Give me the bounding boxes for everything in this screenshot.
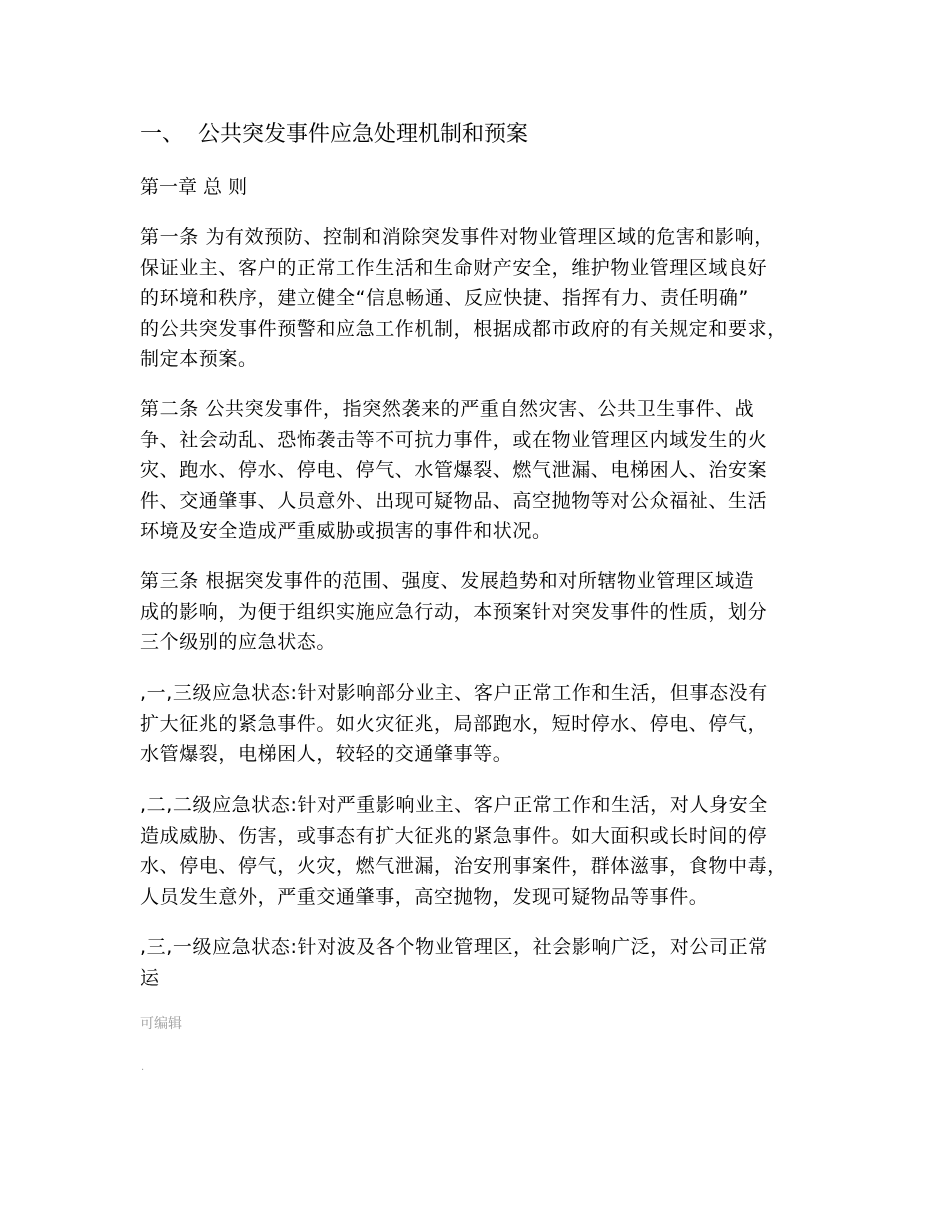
text-line: 第二条 公共突发事件，指突然袭来的严重自然灾害、公共卫生事件、战 xyxy=(140,398,755,420)
editable-footer-label: 可编辑 xyxy=(140,1016,182,1032)
text-line: 制定本预案。 xyxy=(140,348,258,370)
text-line: 争、社会动乱、恐怖袭击等不可抗力事件，或在物业管理区内域发生的火 xyxy=(140,428,768,451)
text-line: ,一,三级应急状态:针对影响部分业主、客户正常工作和生活，但事态没有 xyxy=(140,682,768,704)
text-line: 件、交通肇事、人员意外、出现可疑物品、高空抛物等对公众福祉、生活 xyxy=(140,489,768,512)
text-line: 的环境和秩序，建立健全“信息畅通、反应快捷、指挥有力、责任明确” xyxy=(140,287,749,309)
text-line: 运 xyxy=(140,966,160,989)
text-line: 成的影响，为便于组织实施应急行动，本预案针对突发事件的性质，划分 xyxy=(140,600,768,623)
title-number: 一、 xyxy=(140,122,185,147)
text-line: 的公共突发事件预警和应急工作机制，根据成都市政府的有关规定和要求， xyxy=(140,317,787,340)
paragraph-level-2 xyxy=(140,790,830,912)
text-line: 水管爆裂，电梯困人，较轻的交通肇事等。 xyxy=(140,743,513,765)
text-line: 保证业主、客户的正常工作生活和生命财产安全，维护物业管理区域良好 xyxy=(140,256,768,279)
text-line: 灾、跑水、停水、停电、停气、水管爆裂、燃气泄漏、电梯困人、治安案 xyxy=(140,459,768,481)
paragraph-level-3 xyxy=(140,678,830,770)
text-line: 扩大征兆的紧急事件。如火灾征兆，局部跑水，短时停水、停电、停气， xyxy=(140,712,768,735)
paragraph-article-1 xyxy=(140,222,830,375)
chapter-heading: 第一章 总 则 xyxy=(140,176,248,198)
document-title xyxy=(140,120,528,150)
paragraph-level-1 xyxy=(140,932,830,993)
paragraph-article-3 xyxy=(140,566,830,658)
text-line: 人员发生意外，严重交通肇事，高空抛物，发现可疑物品等事件。 xyxy=(140,885,709,908)
text-line: 三个级别的应急状态。 xyxy=(140,631,337,653)
paragraph-article-2 xyxy=(140,394,830,547)
footer-mark: . xyxy=(141,1062,145,1073)
text-line: 第一条 为有效预防、控制和消除突发事件对物业管理区域的危害和影响， xyxy=(140,226,774,248)
text-line: 水、停电、停气，火灾，燃气泄漏，治安刑事案件，群体滋事，食物中毒， xyxy=(140,855,787,877)
text-line: 环境及安全造成严重威胁或损害的事件和状况。 xyxy=(140,520,552,542)
text-line: 造成威胁、伤害，或事态有扩大征兆的紧急事件。如大面积或长时间的停 xyxy=(140,824,768,847)
text-line: ,三,一级应急状态:针对波及各个物业管理区，社会影响广泛，对公司正常 xyxy=(140,936,768,958)
text-line: 第三条 根据突发事件的范围、强度、发展趋势和对所辖物业管理区域造 xyxy=(140,570,755,592)
text-line: ,二,二级应急状态:针对严重影响业主、客户正常工作和生活，对人身安全 xyxy=(140,794,768,816)
title-text: 公共突发事件应急处理机制和预案 xyxy=(198,122,529,147)
